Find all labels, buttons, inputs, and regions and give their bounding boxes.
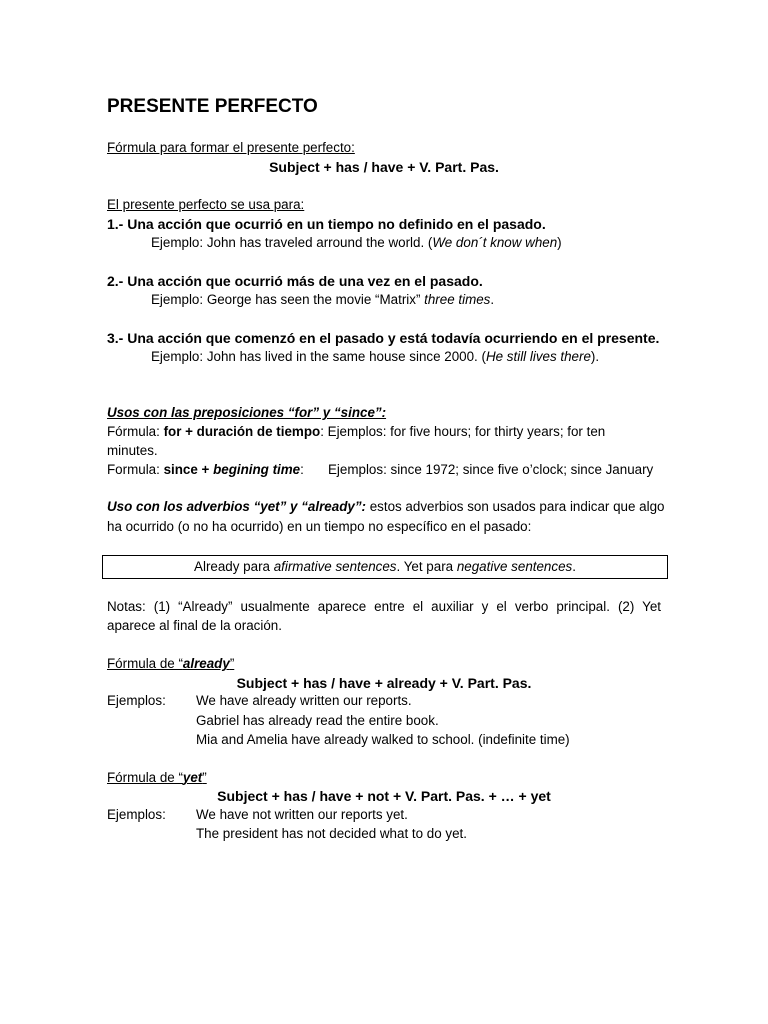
yet-heading-word: yet bbox=[182, 770, 203, 785]
since-separator: : bbox=[300, 462, 304, 477]
adverbs-heading: Uso con los adverbios “yet” y “already”: bbox=[107, 499, 366, 514]
for-examples-continued: minutes. bbox=[107, 443, 158, 458]
already-examples-label: Ejemplos: bbox=[107, 693, 166, 708]
uses-intro: El presente perfecto se usa para: bbox=[107, 197, 305, 212]
use-2-example-suffix: . bbox=[490, 292, 495, 307]
yet-examples-label: Ejemplos: bbox=[107, 807, 166, 822]
box-text-1: Already para bbox=[194, 559, 274, 574]
since-formula-italic: begining time bbox=[213, 462, 301, 477]
box-text-4: negative sentences bbox=[456, 559, 573, 574]
for-separator: : bbox=[320, 424, 328, 439]
already-example-3: Mia and Amelia have already walked to school. (indefinite time) bbox=[196, 732, 570, 747]
since-formula-line bbox=[107, 462, 304, 478]
notes-line-2: aparece al final de la oración. bbox=[107, 618, 282, 633]
use-2-example-text: Ejemplo: George has seen the movie “Matrix” bbox=[151, 292, 425, 307]
use-3-example-suffix: ). bbox=[590, 349, 600, 364]
already-heading-word: already bbox=[182, 656, 230, 671]
adverbs-line-1 bbox=[107, 499, 665, 515]
yet-heading bbox=[107, 770, 207, 786]
already-heading-suffix: ” bbox=[229, 656, 235, 671]
yet-example-1: We have not written our reports yet. bbox=[196, 807, 408, 822]
adverbs-line-2: ha ocurrido (o no ha ocurrido) en un tiempo no específico en el pasado: bbox=[107, 519, 532, 534]
box-text-3: . Yet para bbox=[396, 559, 457, 574]
box-text-2: afirmative sentences bbox=[273, 559, 397, 574]
use-1-example-italic: We don´t know when bbox=[432, 235, 558, 250]
use-2-example bbox=[151, 292, 494, 308]
notes-line-1: Notas: (1) “Already” usualmente aparece entre el auxiliar y el verbo principal. (2) Yet bbox=[107, 599, 661, 614]
since-label: Formula: bbox=[107, 462, 164, 477]
yet-formula: Subject + has / have + not + V. Part. Pas. + … + yet bbox=[217, 788, 551, 804]
for-examples: Ejemplos: for five hours; for thirty years; for ten bbox=[327, 424, 606, 439]
since-formula: since + bbox=[163, 462, 214, 477]
yet-heading-prefix: Fórmula de “ bbox=[107, 770, 183, 785]
use-2-heading: 2.- Una acción que ocurrió más de una vez en el pasado. bbox=[107, 273, 483, 289]
use-2-example-italic: three times bbox=[424, 292, 491, 307]
already-example-2: Gabriel has already read the entire book. bbox=[196, 713, 439, 728]
for-label: Fórmula: bbox=[107, 424, 164, 439]
already-yet-box bbox=[102, 555, 668, 579]
box-text-5: . bbox=[572, 559, 576, 574]
use-1-example-suffix: ) bbox=[557, 235, 562, 250]
for-formula-line bbox=[107, 424, 605, 440]
already-heading-prefix: Fórmula de “ bbox=[107, 656, 183, 671]
prepositions-heading: Usos con las preposiciones “for” y “since”: bbox=[107, 405, 387, 420]
use-3-example-italic: He still lives there bbox=[485, 349, 591, 364]
yet-heading-suffix: ” bbox=[202, 770, 207, 785]
use-1-heading: 1.- Una acción que ocurrió en un tiempo no definido en el pasado. bbox=[107, 216, 546, 232]
since-examples: Ejemplos: since 1972; since five o’clock; since January bbox=[328, 462, 654, 477]
yet-example-2: The president has not decided what to do yet. bbox=[196, 826, 467, 841]
already-formula: Subject + has / have + already + V. Part. Pas. bbox=[236, 675, 532, 691]
use-1-example-text: Ejemplo: John has traveled arround the world. ( bbox=[151, 235, 433, 250]
use-3-example-text: Ejemplo: John has lived in the same house since 2000. ( bbox=[151, 349, 486, 364]
page-title: PRESENTE PERFECTO bbox=[107, 96, 318, 117]
for-formula: for + duración de tiempo bbox=[163, 424, 321, 439]
formula-intro-label: Fórmula para formar el presente perfecto: bbox=[107, 140, 355, 155]
adverbs-text: estos adverbios son usados para indicar que algo bbox=[365, 499, 665, 514]
already-example-1: We have already written our reports. bbox=[196, 693, 412, 708]
use-3-example bbox=[151, 349, 599, 365]
main-formula: Subject + has / have + V. Part. Pas. bbox=[269, 159, 499, 175]
already-heading bbox=[107, 656, 234, 672]
use-3-heading: 3.- Una acción que comenzó en el pasado y está todavía ocurriendo en el presente. bbox=[107, 330, 660, 346]
use-1-example bbox=[151, 235, 562, 251]
